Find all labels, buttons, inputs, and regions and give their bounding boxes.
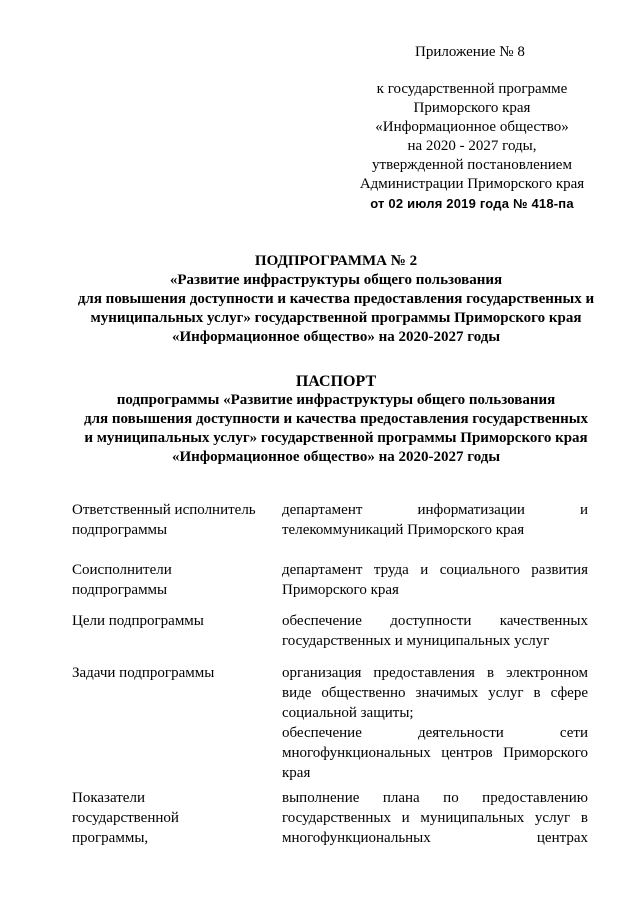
row-value-line: организация предоставления в электронном — [282, 665, 588, 681]
row-value-line: департамент информатизации и — [282, 502, 588, 518]
subprogram-line: «Развитие инфраструктуры общего пользования — [169, 272, 503, 288]
approval-header — [356, 80, 588, 213]
row-value-line: государственных и муниципальных услуг — [282, 633, 550, 649]
header-line: «Информационное общество» — [375, 119, 569, 135]
subprogram-line: для повышения доступности и качества предоставления государственных и — [77, 291, 595, 307]
row-value-line: обеспечение доступности качественных — [282, 613, 588, 629]
row-label — [72, 611, 262, 631]
row-value-line: социальной защиты; — [282, 705, 414, 721]
row-label-line: подпрограммы — [72, 522, 168, 538]
passport-line: для повышения доступности и качества предоставления государственных — [84, 411, 588, 427]
passport-heading: ПАСПОРТ — [295, 373, 377, 390]
appendix-number: Приложение № 8 — [415, 44, 525, 60]
header-line: к государственной программе — [376, 81, 568, 97]
subprogram-line: «Информационное общество» на 2020-2027 годы — [171, 329, 501, 345]
row-value-line: департамент труда и социального развития — [282, 562, 588, 578]
header-line: Администрации Приморского края — [359, 176, 585, 192]
row-label-line: государственной — [72, 810, 179, 826]
row-value-line: края — [282, 765, 311, 781]
row-label — [72, 663, 262, 683]
subprogram-line: муниципальных услуг» государственной программы Приморского края — [90, 310, 582, 326]
row-label-line: Соисполнители — [72, 562, 172, 578]
row-label — [72, 560, 262, 600]
row-value-line: Приморского края — [282, 582, 399, 598]
row-label — [72, 788, 262, 848]
header-line: утвержденной постановлением — [372, 157, 572, 173]
row-value-line: многофункциональных центров Приморского — [282, 745, 588, 761]
row-value — [282, 500, 588, 540]
passport-line: подпрограммы «Развитие инфраструктуры общего пользования — [116, 392, 556, 408]
row-value-line: многофункциональных центрах — [282, 830, 588, 846]
row-value — [282, 611, 588, 651]
row-label-line: Показатели — [72, 790, 145, 806]
header-line: на 2020 - 2027 годы, — [407, 138, 537, 154]
row-label-line: подпрограммы — [72, 582, 168, 598]
row-label — [72, 500, 262, 540]
resolution-stamp: от 02 июля 2019 года № 418-па — [370, 196, 574, 211]
row-value — [282, 788, 588, 848]
subprogram-heading: ПОДПРОГРАММА № 2 — [254, 253, 418, 269]
header-line: Приморского края — [413, 100, 531, 116]
passport-line: и муниципальных услуг» государственной программы Приморского края — [84, 430, 588, 446]
subprogram-title — [66, 252, 606, 347]
row-value — [282, 560, 588, 600]
row-label-line: Задачи подпрограммы — [72, 665, 215, 681]
row-value — [282, 663, 588, 783]
row-value-line: государственных и муниципальных услуг в — [282, 810, 588, 826]
row-value-line: телекоммуникаций Приморского края — [282, 522, 525, 538]
passport-line: «Информационное общество» на 2020-2027 годы — [171, 449, 501, 465]
row-label-line: программы, — [72, 830, 149, 846]
row-label-line: Ответственный исполнитель — [72, 502, 256, 518]
row-value-line: обеспечение деятельности сети — [282, 725, 588, 741]
passport-title — [66, 372, 606, 467]
row-value-line: выполнение плана по предоставлению — [282, 790, 588, 806]
row-value-line: виде общественно значимых услуг в сфере — [282, 685, 588, 701]
row-label-line: Цели подпрограммы — [72, 613, 204, 629]
